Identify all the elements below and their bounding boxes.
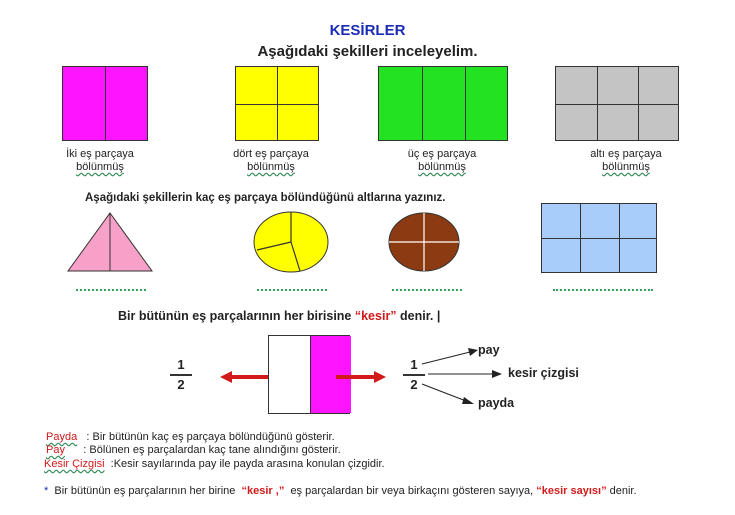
note-term2: “kesir sayısı” xyxy=(536,485,607,497)
caption-line1: dört eş parçaya xyxy=(233,148,309,160)
note-part1: Bir bütünün eş parçalarının her birine xyxy=(48,485,242,497)
page-title: KESİRLER xyxy=(329,22,406,39)
definition-payda xyxy=(46,431,335,443)
note-part2: eş parçalardan bir veya birkaçını gösteren sayıya, xyxy=(284,485,537,497)
definition-text: Bir bütünün kaç eş parçaya bölündüğünü gösterir. xyxy=(92,431,335,443)
note-star: * xyxy=(44,485,49,497)
exercise-triangle xyxy=(66,211,154,273)
definition-text: Kesir sayılarında pay ile payda arasına konulan çizgidir. xyxy=(113,458,385,470)
exercise-instruction: Aşağıdaki şekillerin kaç eş parçaya bölündüğünü altlarına yazınız. xyxy=(85,192,446,204)
caption-sixths xyxy=(566,148,686,174)
page-subtitle: Aşağıdaki şekilleri inceleyelim. xyxy=(257,43,478,60)
exercise-ellipse-quarters xyxy=(387,211,461,273)
caption-thirds xyxy=(382,148,502,174)
right-fraction-numerator: 1 xyxy=(410,357,418,372)
left-fraction-numerator: 1 xyxy=(177,357,185,372)
definition-term: Pay xyxy=(46,444,65,456)
answer-blank[interactable] xyxy=(76,285,146,291)
exercise-rectangle-sixths xyxy=(541,203,657,273)
example-shape-quarters xyxy=(235,66,319,141)
sentence-before: Bir bütünün eş parçalarının her birisine xyxy=(118,309,355,323)
right-red-arrow-icon xyxy=(334,370,386,384)
sentence-term: “kesir” xyxy=(354,309,397,323)
definition-separator: : xyxy=(64,444,90,456)
sentence-after: denir. | xyxy=(396,309,441,323)
definition-term: Kesir Çizgisi xyxy=(44,458,105,470)
example-shape-sixths xyxy=(555,66,679,141)
definition-term: Payda xyxy=(46,431,78,443)
definition-separator: : xyxy=(104,458,114,470)
left-fraction-line xyxy=(170,374,192,376)
kesir-sayisi-note xyxy=(44,484,714,498)
caption-line1: altı eş parçaya xyxy=(590,148,662,160)
kesir-definition-sentence xyxy=(118,309,440,323)
right-fraction-denominator: 2 xyxy=(410,377,418,392)
definition-kesir-cizgisi xyxy=(44,458,385,470)
caption-line1: İki eş parçaya xyxy=(66,148,134,160)
caption-line2: bölünmüş xyxy=(76,161,124,173)
caption-quarters xyxy=(211,148,331,174)
definition-text: Bölünen eş parçalardan kaç tane alındığını gösterir. xyxy=(89,444,341,456)
pay-label: pay xyxy=(478,343,500,357)
answer-blank[interactable] xyxy=(257,285,327,291)
left-fraction-denominator: 2 xyxy=(177,377,185,392)
example-shape-halves xyxy=(62,66,148,141)
caption-halves xyxy=(40,148,160,174)
definition-separator: : xyxy=(77,431,93,443)
note-part3: denir. xyxy=(606,485,637,497)
kesir-cizgisi-label: kesir çizgisi xyxy=(508,366,579,380)
exercise-circle-thirds xyxy=(252,210,330,274)
payda-label: payda xyxy=(478,396,515,410)
caption-line1: üç eş parçaya xyxy=(407,148,477,160)
caption-line2: bölünmüş xyxy=(247,161,295,173)
caption-line2: bölünmüş xyxy=(418,161,466,173)
answer-blank[interactable] xyxy=(553,285,653,291)
answer-blank[interactable] xyxy=(392,285,462,291)
caption-line2: bölünmüş xyxy=(602,161,650,173)
definition-pay xyxy=(46,444,341,456)
example-shape-thirds xyxy=(378,66,508,141)
note-term1: “kesir ,” xyxy=(241,485,285,497)
